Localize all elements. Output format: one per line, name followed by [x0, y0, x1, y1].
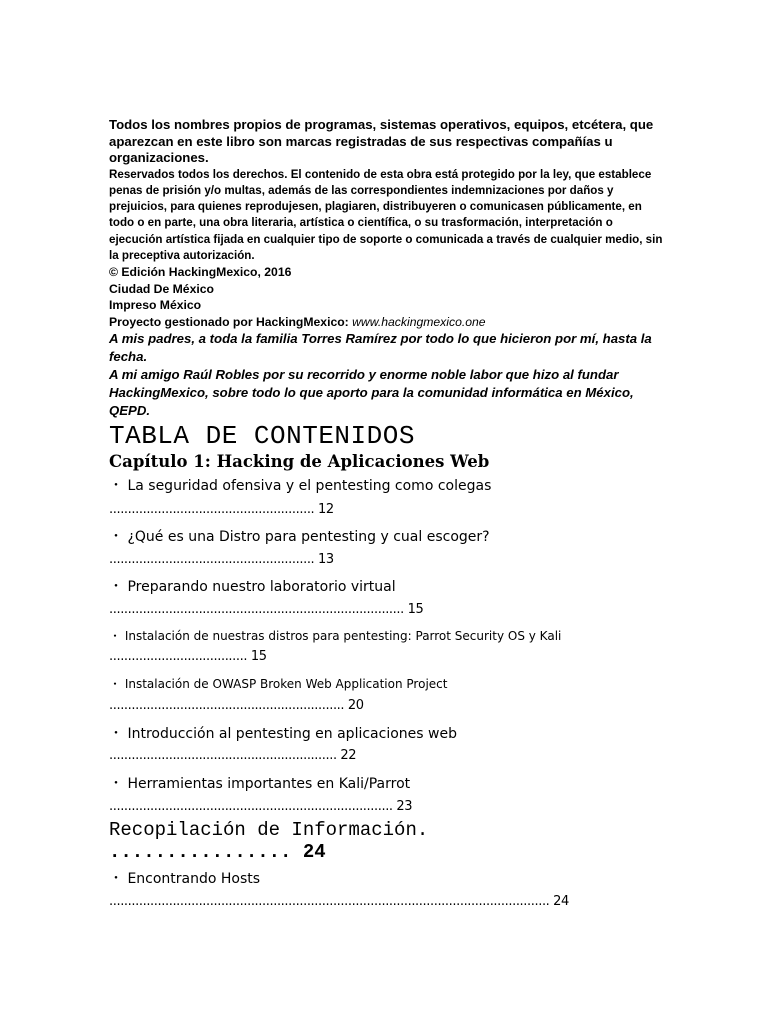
toc-title: TABLA DE CONTENIDOS: [109, 421, 415, 451]
city-line: Ciudad De México: [109, 281, 214, 296]
toc-entry-title[interactable]: ・ La seguridad ofensiva y el pentesting como colegas: [109, 478, 492, 494]
toc-entry-leader: ............................................................................... 15: [109, 602, 424, 617]
toc-entry-leader: ............................................................... 20: [109, 698, 364, 713]
toc-entry-leader: ....................................................... 12: [109, 502, 334, 517]
toc-entry-title[interactable]: ・ Preparando nuestro laboratorio virtual: [109, 579, 396, 595]
project-line: [109, 314, 669, 331]
toc-entry-leader: ............................................................................ 23: [109, 799, 413, 814]
dedication-friend: A mi amigo Raúl Robles por su recorrido y enorme noble labor que hizo al fundar HackingMexico, sobre todo lo que aporto para la comunidad informática en México, QEPD.: [109, 367, 634, 419]
toc-entry-title[interactable]: ・ Herramientas importantes en Kali/Parrot: [109, 776, 411, 792]
legal-notice: [109, 117, 669, 420]
toc-entry-title[interactable]: ・ Instalación de OWASP Broken Web Application Project: [109, 677, 448, 691]
trademark-notice: Todos los nombres propios de programas, sistemas operativos, equipos, etcétera, que aparezcan en este libro son marcas registradas de sus respectivas compañías u organizaciones.: [109, 117, 654, 165]
printed-line: Impreso México: [109, 298, 202, 313]
copyright-notice: Reservados todos los derechos. El contenido de esta obra está protegido por la ley, que establece penas de prisión y/o multas, además de las correspondientes indemnizaciones por daños y prejuicios, para quienes reprodujesen, plagiaren, distribuyeren o comunicasen públicamente, en todo o en parte, una obra literaria, artística o científica, o su trasformación, interpretación o ejecución artística fijada en cualquier tipo de soporte o comunicada a través de cualquier medio, sin la preceptiva autorización.: [109, 167, 663, 262]
toc-entry-leader: ....................................................... 13: [109, 552, 334, 567]
section-leader: ................ 24: [109, 841, 326, 863]
section-heading[interactable]: Recopilación de Información.: [109, 819, 429, 841]
toc-entry-leader: ..................................... 15: [109, 649, 267, 664]
toc-entry-title[interactable]: ・ Introducción al pentesting en aplicaciones web: [109, 726, 457, 742]
dedication-parents: A mis padres, a toda la familia Torres Ramírez por todo lo que hicieron por mí, hasta la fecha.: [109, 331, 652, 365]
toc-entry-title[interactable]: ・ ¿Qué es una Distro para pentesting y cual escoger?: [109, 529, 490, 545]
chapter-heading: Capítulo 1: Hacking de Aplicaciones Web: [109, 452, 490, 471]
project-label: Proyecto gestionado por HackingMexico:: [109, 314, 353, 329]
project-url[interactable]: www.hackingmexico.one: [352, 314, 486, 329]
edition-line: © Edición HackingMexico, 2016: [109, 265, 292, 280]
toc-entry-title[interactable]: ・ Instalación de nuestras distros para pentesting: Parrot Security OS y Kali: [109, 629, 562, 643]
toc-entry-leader: ............................................................. 22: [109, 748, 357, 763]
toc-entry-title[interactable]: ・ Encontrando Hosts: [109, 871, 261, 887]
toc-entry-leader: ...................................................................................................................... 24: [109, 894, 569, 909]
